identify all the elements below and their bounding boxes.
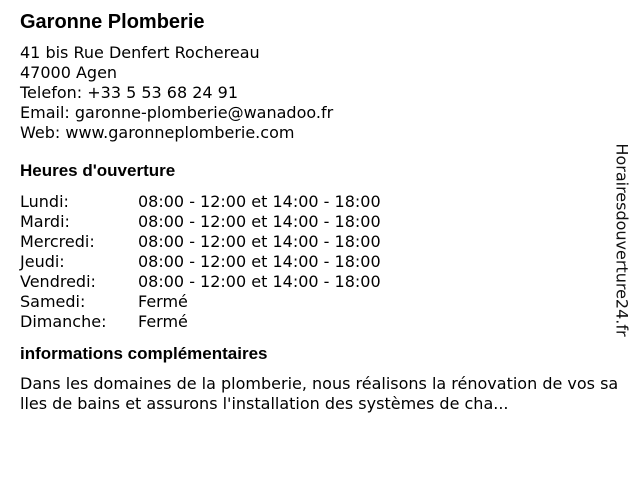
hours-row-mercredi [20, 232, 610, 252]
address-street: 41 bis Rue Denfert Rochereau [20, 43, 260, 62]
day-hours: 08:00 - 12:00 et 14:00 - 18:00 [138, 192, 381, 211]
website-text: Web: www.garonneplomberie.com [20, 123, 295, 142]
hours-row-samedi [20, 292, 610, 312]
day-label: Jeudi: [20, 252, 65, 271]
day-label: Mardi: [20, 212, 70, 231]
day-label: Mercredi: [20, 232, 95, 251]
day-label: Dimanche: [20, 312, 107, 331]
day-hours: 08:00 - 12:00 et 14:00 - 18:00 [138, 212, 381, 231]
hours-row-mardi [20, 212, 610, 232]
opening-hours-table [20, 192, 610, 332]
day-label: Samedi: [20, 292, 86, 311]
hours-row-lundi [20, 192, 610, 212]
day-hours: Fermé [138, 312, 188, 331]
day-hours: 08:00 - 12:00 et 14:00 - 18:00 [138, 252, 381, 271]
hours-row-vendredi [20, 272, 610, 292]
hours-row-jeudi [20, 252, 610, 272]
day-hours: Fermé [138, 292, 188, 311]
phone-text: Telefon: +33 5 53 68 24 91 [20, 83, 239, 102]
day-hours: 08:00 - 12:00 et 14:00 - 18:00 [138, 272, 381, 291]
business-card [20, 10, 619, 414]
info-description: Dans les domaines de la plomberie, nous réalisons la rénovation de vos salles de bains et assurons l'installation des systèmes de cha... [20, 374, 619, 413]
email-text: Email: garonne-plomberie@wanadoo.fr [20, 103, 334, 122]
hours-heading: Heures d'ouverture [20, 161, 176, 180]
hours-row-dimanche [20, 312, 610, 332]
contact-block [20, 43, 610, 143]
watermark-text: Horairesdouverture24.fr [612, 143, 632, 337]
day-label: Vendredi: [20, 272, 96, 291]
info-heading: informations complémentaires [20, 344, 268, 363]
address-city: 47000 Agen [20, 63, 118, 82]
day-label: Lundi: [20, 192, 69, 211]
day-hours: 08:00 - 12:00 et 14:00 - 18:00 [138, 232, 381, 251]
business-name: Garonne Plomberie [20, 11, 205, 33]
